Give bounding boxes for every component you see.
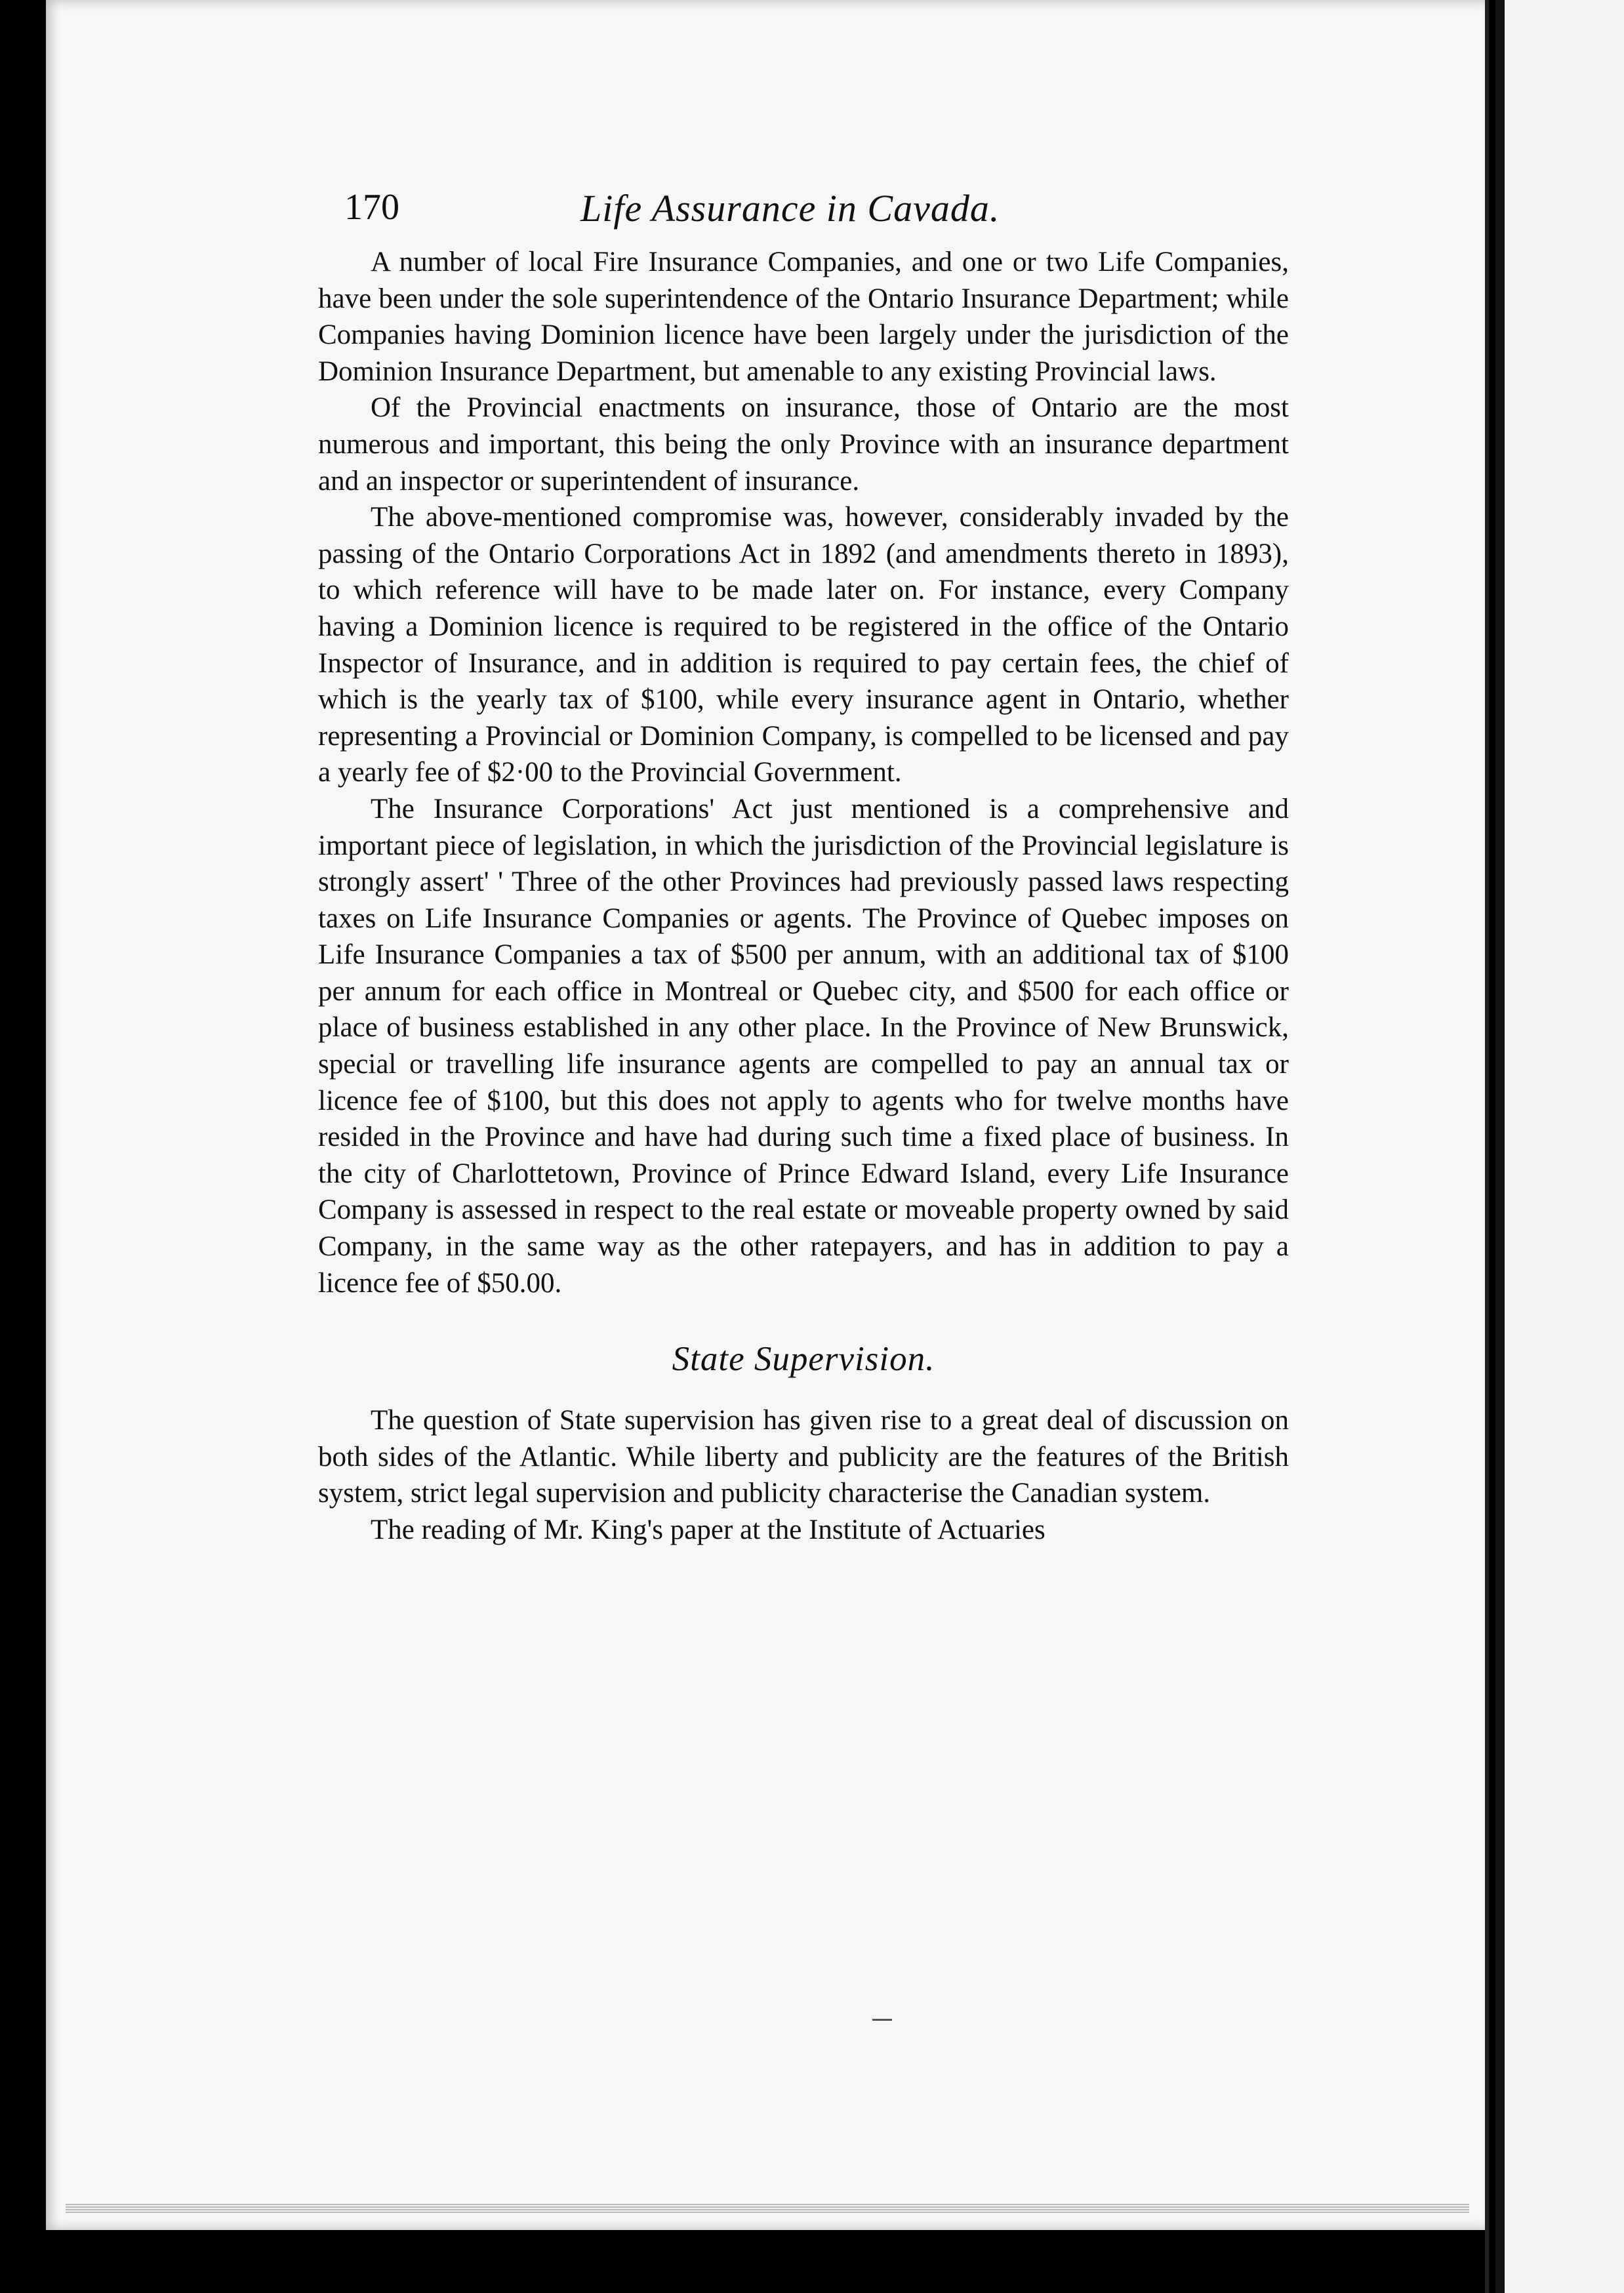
right-page-edge [1495,0,1624,2293]
page-stack-edge [66,2204,1469,2213]
running-title: Life Assurance in Cavada. [580,187,1000,230]
page-text [318,172,1289,1549]
page-number: 170 [344,187,399,228]
section-heading: State Supervision. [672,1340,935,1379]
section-paragraph-1: The question of State supervision has given rise to a great deal of discussion on both sides of the Atlantic. While liberty and publicity are the features of the British system, strict legal supervision and publicity characterise the Canadian system. [318,1405,1289,1509]
paragraph-2: Of the Provincial enactments on insurance, those of Ontario are the most numerous and important, this being the only Province with an insurance department and an inspector or superintendent of insurance. [318,392,1289,497]
section-paragraph-2: The reading of Mr. King's paper at the Institute of Actuaries [371,1514,1045,1545]
stray-mark [872,2019,892,2021]
paragraph-1: A number of local Fire Insurance Companies, and one or two Life Companies, have been under the sole superintendence of the Ontario Insurance Department; while Companies having Dominion licence have been largely under the jurisdiction of the Dominion Insurance Department, but amenable to any existing Provincial laws. [318,247,1289,387]
book-gutter [1485,0,1489,2293]
paragraph-3: The above-mentioned compromise was, however, considerably invaded by the passing of the Ontario Corporations Act in 1892 (and amendments thereto in 1893), to which reference will have to be made later on. For instance, every Company having a Dominion licence is required to be registered in the office of the Ontario Inspector of Insurance, and in addition is required to pay certain fees, the chief of which is the yearly tax of $100, while every insurance agent in Ontario, whether representing a Provincial or Dominion Company, is compelled to be licensed and pay a yearly fee of $2·00 to the Provincial Government. [318,502,1289,788]
paragraph-4: The Insurance Corporations' Act just mentioned is a comprehensive and important piece of legislation, in which the jurisdiction of the Provincial legislature is strongly assert' ' Three of the other Provinces had previously passed laws respecting taxes on Life Insurance Companies or agents. The Province of Quebec imposes on Life Insurance Companies a tax of $500 per annum, with an additional tax of $100 per annum for each office in Montreal or Quebec city, and $500 for each office or place of business established in any other place. In the Province of New Brunswick, special or travelling life insurance agents are compelled to pay an annual tax or licence fee of $100, but this does not apply to agents who for twelve months have resided in the Province and have had during such time a fixed place of business. In the city of Charlottetown, Province of Prince Edward Island, every Life Insurance Company is assessed in respect to the real estate or moveable property owned by said Company, in the same way as the other ratepayers, and has in addition to pay a licence fee of $50.00. [318,793,1289,1299]
running-head [318,172,1289,244]
